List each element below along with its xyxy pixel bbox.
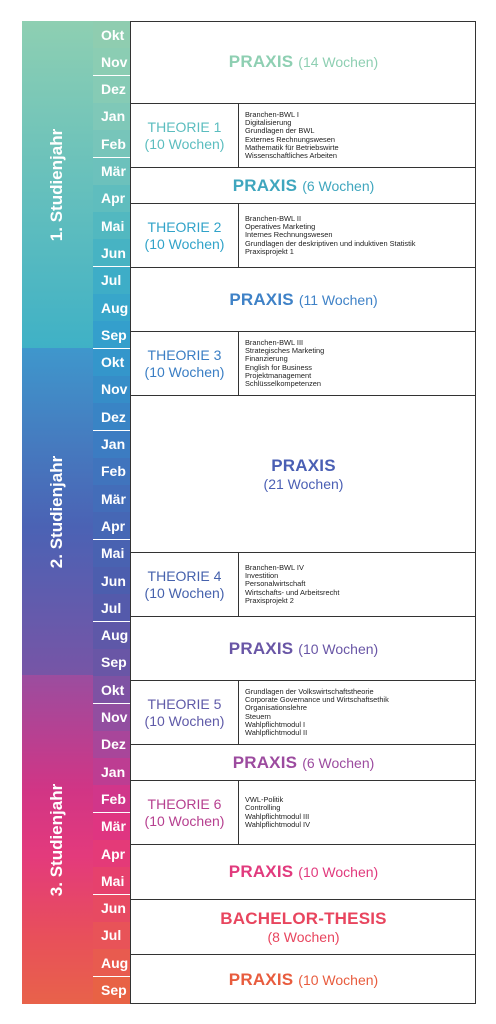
theorie-block-2 xyxy=(131,203,476,267)
theorie-5-modules xyxy=(239,681,476,744)
praxis-1-name: PRAXIS xyxy=(228,52,294,72)
month-apr: Apr xyxy=(93,512,151,539)
month-jul: Jul xyxy=(93,267,151,294)
month-jun: Jun xyxy=(93,239,151,266)
module-item: Wahlpflichtmodul II xyxy=(245,728,308,738)
month-okt: Okt xyxy=(93,21,151,48)
month-jan: Jan xyxy=(93,103,151,130)
theorie-3-label xyxy=(131,332,238,395)
praxis-6-duration: (6 Wochen) xyxy=(302,754,375,771)
thesis-name: BACHELOR-THESIS xyxy=(220,908,387,928)
theorie-6-label xyxy=(131,781,238,844)
month-feb: Feb xyxy=(93,458,151,485)
month-okt: Okt xyxy=(93,349,151,376)
year-2-label: 2. Studienjahr xyxy=(47,455,67,568)
module-item: Praxisprojekt 2 xyxy=(245,595,294,605)
module-item: Branchen-BWL II xyxy=(245,213,301,223)
theorie-2-duration: (10 Wochen) xyxy=(144,235,225,252)
month-dez: Dez xyxy=(93,731,151,758)
module-item: Branchen-BWL I xyxy=(245,109,299,119)
theorie-4-name: THEORIE 4 xyxy=(147,568,222,585)
praxis-7-duration: (10 Wochen) xyxy=(298,864,379,881)
praxis-8-name: PRAXIS xyxy=(228,969,294,989)
praxis-3-duration: (11 Wochen) xyxy=(298,291,378,308)
module-item: English for Business xyxy=(245,362,312,372)
module-item: Schlüsselkompetenzen xyxy=(245,379,322,389)
module-item: Operatives Marketing xyxy=(245,222,316,232)
module-item: Praxisprojekt 1 xyxy=(245,246,294,256)
module-item: Wahlpflichtmodul III xyxy=(245,811,310,821)
module-item: Wirtschafts- und Arbeitsrecht xyxy=(245,587,340,597)
theorie-2-name: THEORIE 2 xyxy=(147,219,222,236)
year-1-label: 1. Studienjahr xyxy=(47,128,67,241)
module-item: Projektmanagement xyxy=(245,370,312,380)
praxis-6-name: PRAXIS xyxy=(232,752,298,772)
praxis-block-5 xyxy=(131,616,476,680)
month-jan: Jan xyxy=(93,431,151,458)
theorie-3-modules xyxy=(239,332,476,395)
module-item: Finanzierung xyxy=(245,354,288,364)
module-item: Wissenschaftliches Arbeiten xyxy=(245,151,338,161)
praxis-block-7 xyxy=(131,844,476,899)
month-okt: Okt xyxy=(93,676,151,703)
module-item: Wahlpflichtmodul IV xyxy=(245,819,311,829)
theorie-3-duration: (10 Wochen) xyxy=(144,363,225,380)
theorie-block-1 xyxy=(131,103,476,167)
month-sep: Sep xyxy=(93,649,151,676)
module-item: Grundlagen der BWL xyxy=(245,126,315,136)
module-item: VWL-Politik xyxy=(245,794,284,804)
month-mai: Mai xyxy=(93,540,151,567)
praxis-4-duration: (21 Wochen) xyxy=(263,475,344,492)
theorie-4-duration: (10 Wochen) xyxy=(144,584,225,601)
module-item: Organisationslehre xyxy=(245,703,308,713)
month-jun: Jun xyxy=(93,567,151,594)
module-item: Personalwirtschaft xyxy=(245,579,306,589)
module-item: Strategisches Marketing xyxy=(245,345,325,355)
praxis-block-3 xyxy=(131,267,476,331)
theorie-6-modules xyxy=(239,781,476,844)
theorie-5-name: THEORIE 5 xyxy=(147,696,222,713)
theorie-block-5 xyxy=(131,680,476,744)
module-item: Steuern xyxy=(245,711,271,721)
theorie-6-name: THEORIE 6 xyxy=(147,796,222,813)
theorie-1-modules xyxy=(239,104,476,167)
theorie-4-modules xyxy=(239,553,476,616)
month-dez: Dez xyxy=(93,403,151,430)
module-item: Internes Rechnungswesen xyxy=(245,230,333,240)
month-nov: Nov xyxy=(93,704,151,731)
praxis-block-6 xyxy=(131,744,476,780)
month-aug: Aug xyxy=(93,622,151,649)
month-aug: Aug xyxy=(93,949,151,976)
month-maer: Mär xyxy=(93,813,151,840)
praxis-4-name: PRAXIS xyxy=(271,455,336,475)
month-maer: Mär xyxy=(93,158,151,185)
month-feb: Feb xyxy=(93,130,151,157)
module-item: Externes Rechnungswesen xyxy=(245,134,335,144)
module-item: Digitalisierung xyxy=(245,117,292,127)
month-apr: Apr xyxy=(93,185,151,212)
praxis-1-duration: (14 Wochen) xyxy=(298,54,379,71)
module-item: Branchen-BWL III xyxy=(245,337,304,347)
year-3-label: 3. Studienjahr xyxy=(47,783,67,896)
month-jul: Jul xyxy=(93,922,151,949)
month-nov: Nov xyxy=(93,376,151,403)
thesis-duration: (8 Wochen) xyxy=(267,928,340,945)
praxis-5-name: PRAXIS xyxy=(228,638,294,658)
module-item: Wahlpflichtmodul I xyxy=(245,719,306,729)
theorie-2-modules xyxy=(239,204,476,267)
praxis-2-duration: (6 Wochen) xyxy=(302,177,375,194)
month-sep: Sep xyxy=(93,321,151,348)
praxis-block-1 xyxy=(131,21,476,103)
praxis-3-name: PRAXIS xyxy=(229,289,294,309)
module-item: Investition xyxy=(245,571,279,581)
module-item: Controlling xyxy=(245,803,281,813)
month-nov: Nov xyxy=(93,48,151,75)
praxis-block-8 xyxy=(131,954,476,1004)
theorie-block-3 xyxy=(131,331,476,395)
module-item: Corporate Governance und Wirtschaftsethik xyxy=(245,694,389,704)
praxis-5-duration: (10 Wochen) xyxy=(298,640,379,657)
month-aug: Aug xyxy=(93,294,151,321)
theorie-1-name: THEORIE 1 xyxy=(147,119,222,136)
theorie-1-label xyxy=(131,104,238,167)
praxis-8-duration: (10 Wochen) xyxy=(298,971,379,988)
month-jan: Jan xyxy=(93,758,151,785)
theorie-5-label xyxy=(131,681,238,744)
month-mai: Mai xyxy=(93,212,151,239)
month-jul: Jul xyxy=(93,594,151,621)
month-dez: Dez xyxy=(93,76,151,103)
theorie-5-duration: (10 Wochen) xyxy=(144,712,225,729)
theorie-block-6 xyxy=(131,780,476,844)
praxis-7-name: PRAXIS xyxy=(228,862,294,882)
month-apr: Apr xyxy=(93,840,151,867)
praxis-2-name: PRAXIS xyxy=(232,175,298,195)
phase-blocks xyxy=(0,21,496,1004)
module-item: Grundlagen der Volkswirtschaftstheorie xyxy=(245,686,374,696)
theorie-6-duration: (10 Wochen) xyxy=(144,812,225,829)
month-maer: Mär xyxy=(93,485,151,512)
bachelor-thesis-block xyxy=(131,899,476,954)
module-item: Branchen-BWL IV xyxy=(245,562,304,572)
theorie-block-4 xyxy=(131,552,476,616)
month-jun: Jun xyxy=(93,895,151,922)
month-mai: Mai xyxy=(93,867,151,894)
praxis-block-4 xyxy=(131,395,476,552)
month-sep: Sep xyxy=(93,977,151,1004)
theorie-4-label xyxy=(131,553,238,616)
module-item: Mathematik für Betriebswirte xyxy=(245,142,339,152)
theorie-3-name: THEORIE 3 xyxy=(147,347,222,364)
module-item: Grundlagen der deskriptiven und induktiven Statistik xyxy=(245,238,416,248)
praxis-block-2 xyxy=(131,167,476,203)
theorie-1-duration: (10 Wochen) xyxy=(144,135,225,152)
theorie-2-label xyxy=(131,204,238,267)
month-feb: Feb xyxy=(93,785,151,812)
